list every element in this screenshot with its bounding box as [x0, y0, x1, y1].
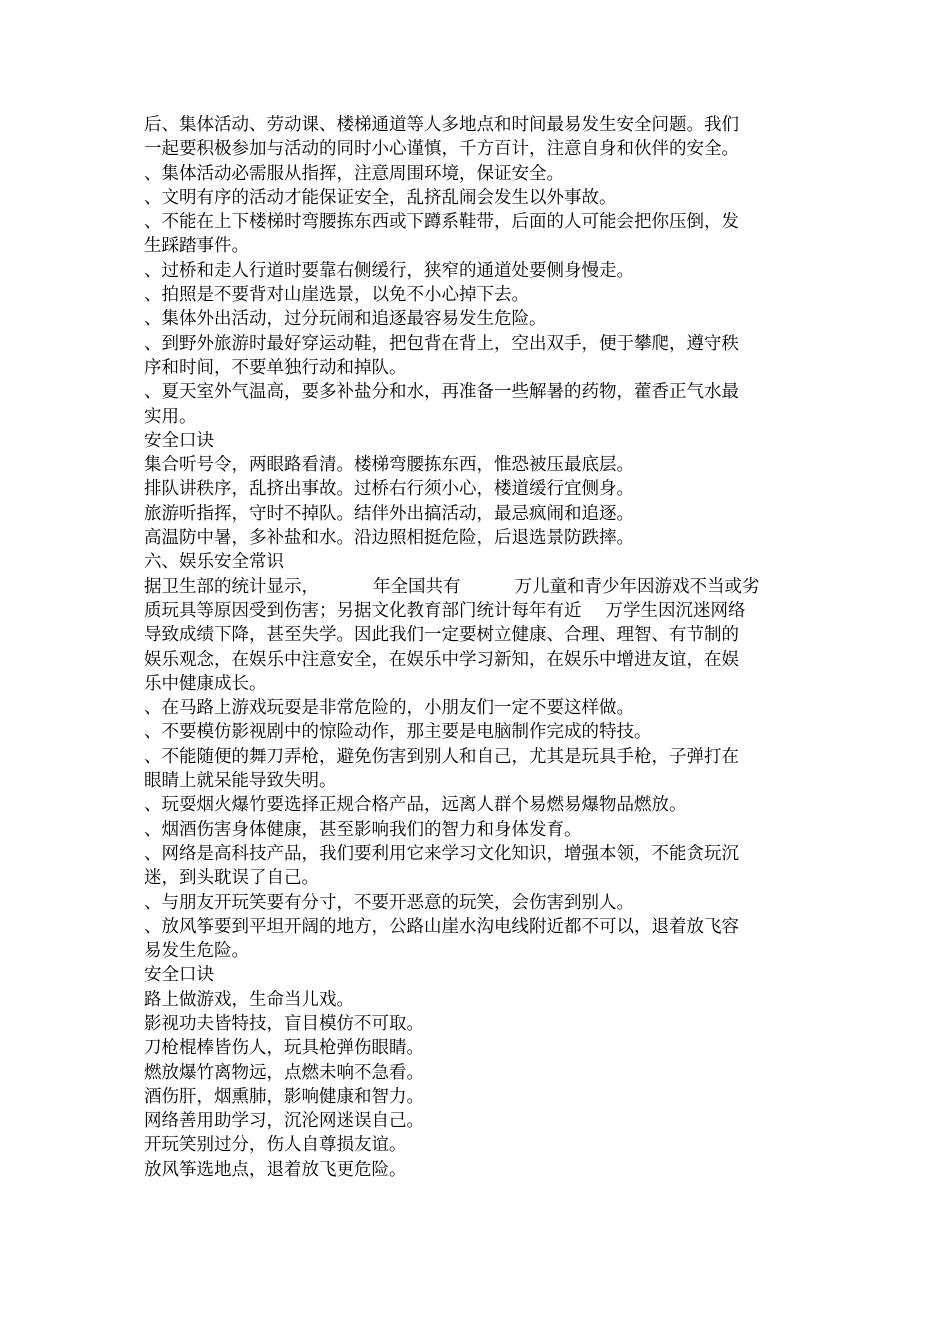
rhyme-line: 影视功夫皆特技，盲目模仿不可取。: [144, 1013, 424, 1034]
stats-text-part: 据卫生部的统计显示，: [144, 576, 319, 597]
list-item: 、过桥和走人行道时要靠右侧缓行，狭窄的通道处要侧身慢走。: [144, 260, 634, 281]
rhyme-line: 排队讲秩序，乱挤出事故。过桥右行须小心，楼道缓行宜侧身。: [144, 479, 634, 500]
list-item: 、集体活动必需服从指挥，注意周围环境，保证安全。: [144, 163, 564, 184]
list-item: 、放风筝要到平坦开阔的地方，公路山崖水沟电线附近都不可以，退着放飞容: [144, 916, 739, 937]
stats-text-part: 万儿童和青少年因游戏不当或劣: [514, 576, 760, 597]
list-item: 、烟酒伤害身体健康，甚至影响我们的智力和身体发育。: [144, 819, 582, 840]
document-page: [144, 113, 812, 1182]
list-item: 、不能随便的舞刀弄枪，避免伤害到别人和自己，尤其是玩具手枪，子弹打在: [144, 746, 739, 767]
list-item: 、到野外旅游时最好穿运动鞋，把包背在背上，空出双手，便于攀爬，遵守秩: [144, 333, 739, 354]
list-item: 、不能在上下楼梯时弯腰拣东西或下蹲系鞋带，后面的人可能会把你压倒，发: [144, 212, 739, 233]
stats-text-part: 年全国共有: [373, 576, 461, 597]
rhyme-line: 高温防中暑，多补盐和水。沿边照相挺危险，后退选景防跌摔。: [144, 528, 634, 549]
statistics-paragraph: [144, 575, 812, 696]
safety-text-block-1: [144, 113, 812, 575]
rhyme-line: 放风筝选地点，退着放飞更危险。: [144, 1159, 407, 1180]
text-line: 后、集体活动、劳动课、楼梯通道等人多地点和时间最易发生安全问题。我们: [144, 115, 739, 135]
text-line: 导致成绩下降，甚至失学。因此我们一定要树立健康、合理、理智、有节制的: [144, 625, 739, 646]
text-line: 乐中健康成长。: [144, 673, 267, 694]
list-item: 、玩耍烟火爆竹要选择正规合格产品，远离人群个易燃易爆物品燃放。: [144, 795, 687, 816]
list-item: 、拍照是不要背对山崖选景，以免不小心掉下去。: [144, 285, 529, 306]
list-item: 、网络是高科技产品，我们要利用它来学习文化知识，增强本领，不能贪玩沉: [144, 843, 739, 864]
text-line: [144, 575, 812, 599]
rhyme-line: 旅游听指挥，守时不掉队。结伴外出搞活动，最忌疯闹和追逐。: [144, 503, 634, 524]
section-heading: 安全口诀: [144, 430, 214, 451]
text-line: 序和时间，不要单独行动和掉队。: [144, 357, 407, 378]
stats-text-part: 万学生因沉迷网络: [605, 600, 746, 621]
rhyme-line: 网络善用助学习，沉沦网迷误自己。: [144, 1111, 424, 1132]
rhyme-line: 刀枪棍棒皆伤人，玩具枪弹伤眼睛。: [144, 1038, 424, 1059]
safety-text-block-2: [144, 696, 812, 1182]
text-line: 实用。: [144, 406, 197, 427]
section-heading: 安全口诀: [144, 965, 214, 986]
text-line: 眼睛上就呆能导致失明。: [144, 771, 337, 792]
rhyme-line: 路上做游戏，生命当儿戏。: [144, 989, 354, 1010]
text-line: 迷，到头耽误了自己。: [144, 868, 319, 889]
section-heading: 六、娱乐安全常识: [144, 552, 284, 573]
list-item: 、集体外出活动，过分玩闹和追逐最容易发生危险。: [144, 309, 547, 330]
list-item: 、夏天室外气温高，要多补盐分和水，再准备一些解暑的药物，藿香正气水最: [144, 382, 739, 403]
rhyme-line: 集合听号令，两眼路看清。楼梯弯腰拣东西，惟恐被压最底层。: [144, 455, 634, 476]
list-item: 、在马路上游戏玩耍是非常危险的，小朋友们一定不要这样做。: [144, 698, 634, 719]
list-item: 、不要模仿影视剧中的惊险动作，那主要是电脑制作完成的特技。: [144, 722, 652, 743]
rhyme-line: 燃放爆竹离物远，点燃未响不急看。: [144, 1062, 424, 1083]
text-line: [144, 599, 812, 623]
text-line: 娱乐观念，在娱乐中注意安全，在娱乐中学习新知，在娱乐中增进友谊，在娱: [144, 649, 739, 670]
rhyme-line: 开玩笑别过分，伤人自尊损友谊。: [144, 1135, 407, 1156]
text-line: 易发生危险。: [144, 941, 249, 962]
list-item: 、与朋友开玩笑要有分寸，不要开恶意的玩笑，会伤害到别人。: [144, 892, 634, 913]
rhyme-line: 酒伤肝，烟熏肺，影响健康和智力。: [144, 1086, 424, 1107]
list-item: 、文明有序的活动才能保证安全，乱挤乱闹会发生以外事故。: [144, 187, 617, 208]
text-line: 一起要积极参加与活动的同时小心谨慎，千方百计，注意自身和伙伴的安全。: [144, 139, 739, 160]
stats-text-part: 质玩具等原因受到伤害；另据文化教育部门统计每年有近: [144, 600, 582, 621]
text-line: 生踩踏事件。: [144, 236, 249, 257]
